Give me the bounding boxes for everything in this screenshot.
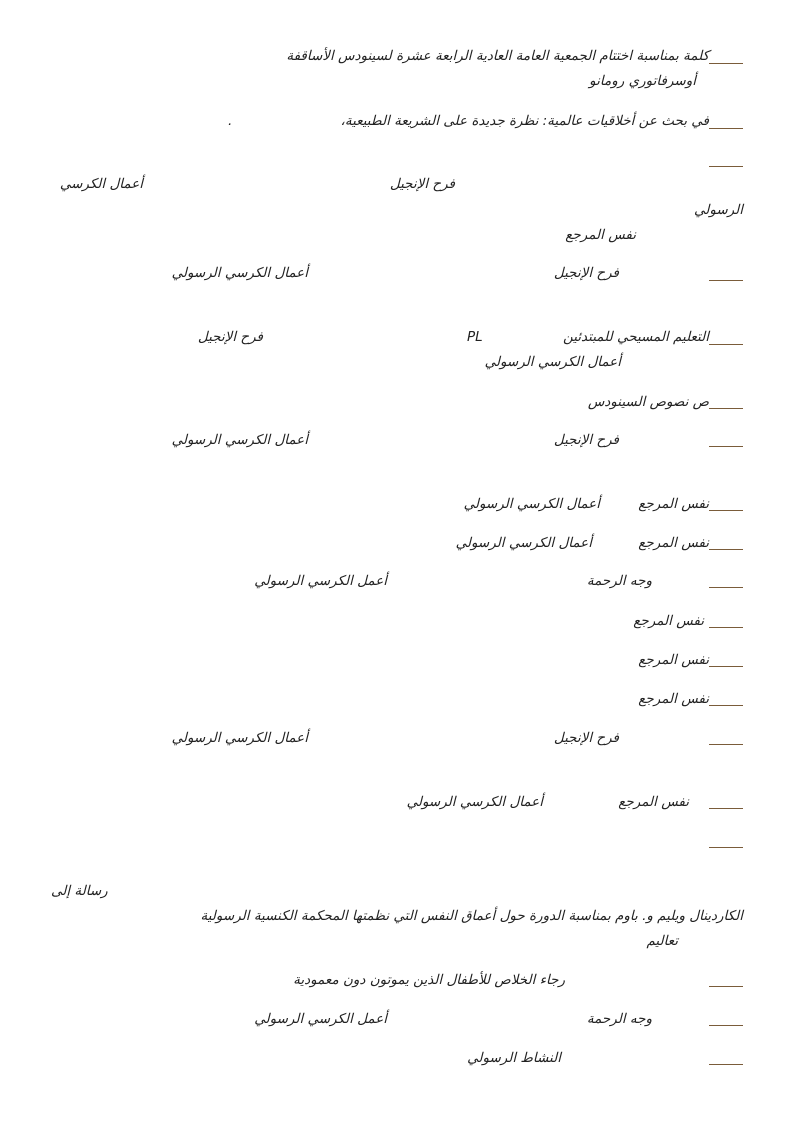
footnote-rule (709, 280, 743, 281)
footnote-text: فرح الإنجيل (553, 265, 619, 281)
footnote-rule (709, 744, 743, 745)
footnote-text: تعاليم (646, 933, 678, 949)
footnote-text: أعمال الكرسي الرسولي (171, 265, 308, 281)
footnote-rule (709, 666, 743, 667)
footnote-text: فرح الإنجيل (197, 329, 263, 345)
footnote-text: وجه الرحمة (586, 573, 652, 589)
footnote-text: ص نصوص السينودس (587, 394, 709, 410)
footnote-text: رسالة إلى (51, 883, 108, 899)
footnote-text: أعمال الكرسي الرسولي (484, 354, 621, 370)
footnote-rule (709, 1064, 743, 1065)
footnote-text: أعمال الكرسي الرسولي (171, 432, 308, 448)
footnote-text: التعليم المسيحي للمبتدئين (562, 329, 709, 345)
footnote-rule (709, 510, 743, 511)
footnote-text: وجه الرحمة (586, 1011, 652, 1027)
footnote-text: النشاط الرسولي (467, 1050, 561, 1066)
footnote-text: أعمال الكرسي الرسولي (406, 794, 543, 810)
footnote-text: نفس المرجع (633, 613, 704, 629)
footnote-text: الرسولي (694, 202, 743, 218)
footnote-rule (709, 587, 743, 588)
footnote-text: الكاردينال ويليم و. باوم بمناسبة الدورة حول أعماق النفس التي نظمتها المحكمة الكنسية الرسولية (200, 908, 743, 924)
footnote-text: كلمة بمناسبة اختتام الجمعية العامة العادية الرابعة عشرة لسينودس الأساقفة (286, 48, 709, 64)
footnote-rule (709, 705, 743, 706)
footnote-text: أعمال الكرسي الرسولي (171, 730, 308, 746)
footnote-rule (709, 627, 743, 628)
footnote-rule (709, 446, 743, 447)
footnote-text: في بحث عن أخلاقيات عالمية: نظرة جديدة على الشريعة الطبيعية، (340, 113, 709, 129)
footnote-punctuation: . (228, 113, 233, 129)
footnote-rule (709, 1025, 743, 1026)
footnote-rule (709, 549, 743, 550)
footnote-rule (709, 847, 743, 848)
footnote-text: أعمل الكرسي الرسولي (254, 573, 387, 589)
footnote-text: أعمال الكرسي (59, 176, 143, 192)
footnote-text: نفس المرجع (638, 691, 709, 707)
footnote-text: أعمال الكرسي الرسولي (455, 535, 592, 551)
footnote-text: فرح الإنجيل (553, 432, 619, 448)
footnote-text: نفس المرجع (638, 535, 709, 551)
footnote-text: نفس المرجع (618, 794, 689, 810)
footnote-text: نفس المرجع (638, 652, 709, 668)
footnote-text: أعمال الكرسي الرسولي (463, 496, 600, 512)
footnote-text: نفس المرجع (638, 496, 709, 512)
footnote-text: أعمل الكرسي الرسولي (254, 1011, 387, 1027)
footnote-text: فرح الإنجيل (389, 176, 455, 192)
footnote-text: رجاء الخلاص للأطفال الذين يموتون دون معمودية (293, 972, 565, 988)
footnote-rule (709, 408, 743, 409)
footnote-text: أوسرفاتوري رومانو (589, 73, 696, 89)
footnote-text: نفس المرجع (565, 227, 636, 243)
footnote-rule (709, 63, 743, 64)
footnote-rule (709, 986, 743, 987)
footnote-rule (709, 128, 743, 129)
footnote-rule (709, 808, 743, 809)
footnote-text: فرح الإنجيل (553, 730, 619, 746)
footnote-text: PL (467, 329, 483, 345)
footnote-rule (709, 166, 743, 167)
footnote-rule (709, 344, 743, 345)
